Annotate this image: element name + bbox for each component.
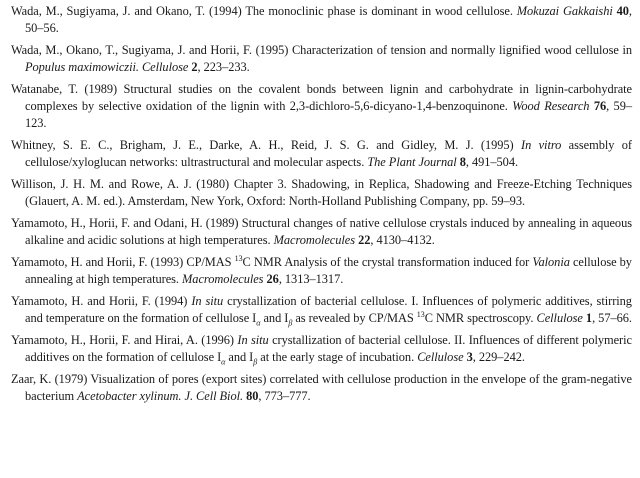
reference-entry: [11, 293, 632, 327]
ref-title-italic: Valonia: [532, 255, 570, 270]
ref-journal: Cellulose: [141, 60, 189, 75]
ref-pages: , 4130–4132.: [370, 233, 435, 248]
ref-journal: Wood Research: [512, 99, 590, 114]
ref-title: C NMR Analysis of the crystal transformation induced for: [242, 255, 530, 270]
ref-authors: Yamamoto, H., Horii, F. and Odani, H. (1989): [11, 216, 239, 231]
ref-title: cellulose by annealing at high temperatures.: [25, 255, 632, 287]
ref-journal: Macromolecules: [182, 272, 264, 287]
ref-title: Structural studies on the covalent bonds between lignin and carbohydrate in lignin-carbohydrate complexes by selective oxidation of the lignin with 2,3-dichloro-5,6-dicyano-1,4-benzoquinone.: [25, 82, 632, 114]
ref-authors: Yamamoto, H. and Horii, F. (1994): [11, 294, 188, 309]
ref-superscript: 13: [234, 254, 243, 264]
ref-title: and I: [263, 311, 289, 326]
reference-entry: [11, 137, 632, 171]
ref-journal: Mokuzai Gakkaishi: [516, 4, 613, 18]
ref-journal: Cellulose: [417, 350, 464, 365]
ref-journal: Macromolecules: [273, 233, 356, 248]
ref-pages: , 59–123.: [25, 99, 632, 131]
ref-title: CP/MAS: [186, 255, 232, 270]
ref-title: assembly of cellulose/xyloglucan networks: ultrastructural and molecular aspects.: [25, 138, 632, 170]
ref-title: Visualization of pores (export sites) correlated with cellulose production in the envelope of the gram-negative bacterium: [25, 372, 632, 404]
ref-volume: 40: [616, 4, 629, 18]
ref-title: The monoclinic phase is dominant in wood cellulose.: [245, 4, 513, 18]
ref-pages: , 50–56.: [25, 4, 632, 36]
ref-volume: 2: [191, 60, 198, 75]
ref-pages: , 223–233.: [197, 60, 250, 75]
ref-authors: Yamamoto, H. and Horii, F. (1993): [11, 255, 184, 270]
ref-subscript: β: [253, 357, 258, 367]
ref-volume: 3: [466, 350, 473, 365]
reference-entry: [11, 371, 632, 405]
ref-title: as revealed by CP/MAS: [295, 311, 414, 326]
ref-volume: 8: [459, 155, 466, 170]
reference-entry: [11, 81, 632, 133]
ref-title: Characterization of tension and normally lignified wood cellulose in: [291, 43, 632, 57]
ref-title-italic: In vitro: [521, 138, 562, 153]
ref-pages: , 1313–1317.: [278, 272, 344, 287]
ref-authors: Yamamoto, H., Horii, F. and Hirai, A. (1996): [11, 333, 234, 348]
ref-volume: 1: [585, 311, 593, 326]
reference-entry: [11, 176, 632, 210]
ref-title-italic: Populus maximowiczii.: [25, 60, 139, 75]
ref-pages: , 491–504.: [465, 155, 519, 170]
ref-title-italic: In situ: [237, 333, 269, 348]
ref-authors: Whitney, S. E. C., Brigham, J. E., Darke, A. H., Reid, J. S. G. and Gidley, M. J. (1995): [11, 138, 514, 153]
ref-title-italic: In situ: [191, 294, 224, 309]
ref-volume: 80: [246, 389, 259, 404]
ref-subscript: α: [221, 357, 226, 367]
ref-journal: J. Cell Biol.: [184, 389, 244, 404]
ref-title: C NMR spectroscopy.: [424, 311, 534, 326]
ref-authors: Willison, J. H. M. and Rowe, A. J. (1980): [11, 177, 230, 192]
ref-pages: , 229–242.: [472, 350, 525, 365]
ref-journal: The Plant Journal: [367, 155, 457, 170]
ref-volume: 76: [593, 99, 607, 114]
ref-authors: Wada, M., Sugiyama, J. and Okano, T. (1994): [11, 4, 242, 18]
ref-subscript: β: [288, 318, 293, 328]
reference-entry: [11, 42, 632, 76]
ref-authors: Zaar, K. (1979): [11, 372, 88, 387]
ref-pages: , 773–777.: [258, 389, 311, 404]
ref-volume: 22: [358, 233, 371, 248]
reference-entry: [11, 215, 632, 249]
reference-entry: [11, 332, 632, 366]
ref-volume: 26: [266, 272, 279, 287]
ref-title: crystallization of bacterial cellulose. II. Influences of different polymeric additives on the formation of cellulose I: [25, 333, 632, 365]
ref-text: Chapter 3. Shadowing, in Replica, Shadowing and Freeze-Etching Techniques (Glauert, A. M. ed.). Amsterdam, New York, Oxford: North-Holland Publishing Company, pp. 59–93.: [25, 177, 632, 209]
ref-title: and I: [228, 350, 254, 365]
reference-entry: [11, 3, 632, 37]
ref-title: at the early stage of incubation.: [260, 350, 415, 365]
ref-pages: , 57–66.: [592, 311, 632, 326]
reference-entry: [11, 254, 632, 288]
ref-authors: Watanabe, T. (1989): [11, 82, 118, 96]
ref-title: crystallization of bacterial cellulose. I. Influences of polymeric additives, stirring and temperature on the formation of cellulose I: [25, 294, 632, 326]
ref-journal: Cellulose: [536, 311, 583, 326]
ref-title-italic: Acetobacter xylinum.: [77, 389, 182, 404]
ref-subscript: α: [256, 318, 261, 328]
ref-authors: Wada, M., Okano, T., Sugiyama, J. and Horii, F. (1995): [11, 43, 289, 57]
ref-superscript: 13: [416, 310, 425, 320]
ref-title: Structural changes of native cellulose crystals induced by annealing in aqueous alkaline and acidic solutions at high temperatures.: [25, 216, 632, 248]
